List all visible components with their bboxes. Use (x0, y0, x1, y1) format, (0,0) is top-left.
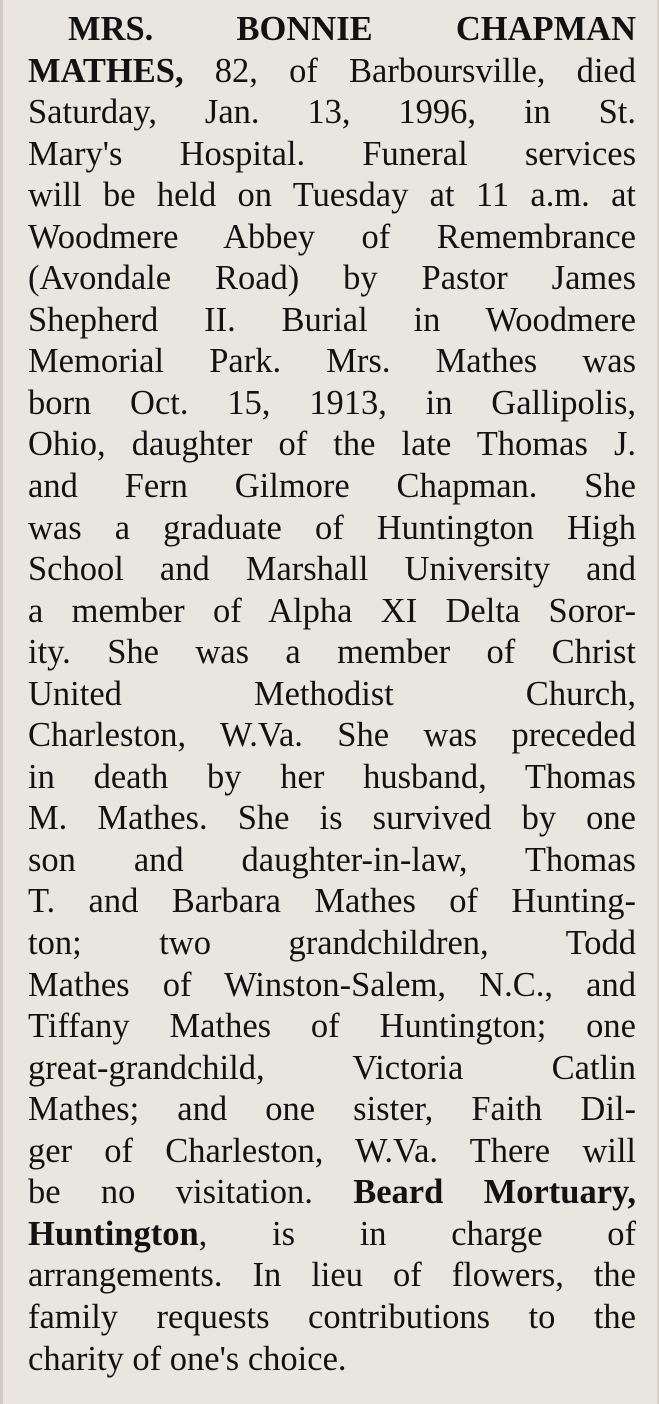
bold-text-run: Beard Mortuary, (353, 1173, 636, 1212)
text-run: , is in charge of (198, 1214, 636, 1253)
text-run: Tiffany Mathes of Huntington; one (28, 1007, 636, 1046)
obituary-line (28, 258, 636, 300)
obituary-line (28, 549, 636, 591)
obituary-line (28, 1255, 636, 1297)
clipping-left-edge (0, 0, 3, 1404)
text-run: Shepherd II. Burial in Woodmere (28, 300, 636, 339)
text-run: arrangements. In lieu of flowers, the (28, 1256, 636, 1295)
obituary-line (28, 881, 636, 923)
text-run: Woodmere Abbey of Remembrance (28, 217, 636, 256)
obituary-line (28, 1006, 636, 1048)
text-run: great-grandchild, Victoria Catlin (28, 1048, 636, 1087)
obituary-text (28, 9, 636, 1380)
text-run: will be held on Tuesday at 11 a.m. at (28, 176, 636, 215)
obituary-line (28, 1339, 636, 1381)
text-run: family requests contributions to the (28, 1297, 636, 1336)
text-run: Mary's Hospital. Funeral services (28, 134, 636, 173)
obituary-line (28, 92, 636, 134)
obituary-line (28, 51, 636, 93)
text-run: (Avondale Road) by Pastor James (28, 259, 636, 298)
text-run: ger of Charleston, W.Va. There will (28, 1131, 636, 1170)
obituary-line (28, 632, 636, 674)
obituary-line (28, 424, 636, 466)
obituary-line (28, 300, 636, 342)
obituary-line (28, 674, 636, 716)
text-run: School and Marshall University and (28, 550, 636, 589)
obituary-line (28, 217, 636, 259)
obituary-line (28, 1048, 636, 1090)
text-run: be no visitation. (28, 1173, 354, 1212)
bold-text-run: Huntington (28, 1214, 199, 1253)
text-run: was a graduate of Huntington High (28, 508, 636, 547)
obituary-line (28, 1214, 636, 1256)
obituary-line (28, 1131, 636, 1173)
text-run: Mathes of Winston-Salem, N.C., and (28, 965, 636, 1004)
obituary-line (28, 1089, 636, 1131)
bold-text-run: MRS. BONNIE CHAPMAN (68, 10, 636, 48)
obituary-line (28, 923, 636, 965)
obituary-line (28, 591, 636, 633)
text-run: ton; two grandchildren, Todd (28, 924, 636, 963)
text-run: born Oct. 15, 1913, in Gallipolis, (28, 383, 636, 422)
text-run: Saturday, Jan. 13, 1996, in St. (28, 93, 636, 132)
obituary-line (28, 175, 636, 217)
text-run: son and daughter-in-law, Thomas (28, 840, 636, 879)
obituary-line (28, 341, 636, 383)
text-run: Charleston, W.Va. She was preceded (28, 716, 636, 755)
text-run: M. Mathes. She is survived by one (28, 799, 636, 838)
text-run: 82, of Barboursville, died (183, 51, 636, 90)
text-run: charity of one's choice. (28, 1339, 347, 1378)
obituary-line (28, 466, 636, 508)
bold-text-run: MATHES, (28, 51, 184, 90)
obituary-line (28, 1172, 636, 1214)
obituary-line (28, 715, 636, 757)
obituary-line (28, 840, 636, 882)
obituary-line (28, 757, 636, 799)
text-run: ity. She was a member of Christ (28, 633, 636, 672)
text-run: Mathes; and one sister, Faith Dil- (28, 1090, 636, 1129)
text-run: a member of Alpha XI Delta Soror- (28, 591, 636, 630)
text-run: Ohio, daughter of the late Thomas J. (28, 425, 636, 464)
obituary-line (28, 383, 636, 425)
text-run: Memorial Park. Mrs. Mathes was (28, 342, 636, 381)
text-run: T. and Barbara Mathes of Hunting- (28, 882, 636, 921)
obituary-line (28, 9, 636, 51)
obituary-line (28, 508, 636, 550)
obituary-line (28, 1297, 636, 1339)
obituary-line (28, 798, 636, 840)
text-run: and Fern Gilmore Chapman. She (28, 467, 636, 506)
obituary-line (28, 965, 636, 1007)
obituary-line (28, 134, 636, 176)
text-run: United Methodist Church, (28, 674, 636, 713)
text-run: in death by her husband, Thomas (28, 757, 636, 796)
